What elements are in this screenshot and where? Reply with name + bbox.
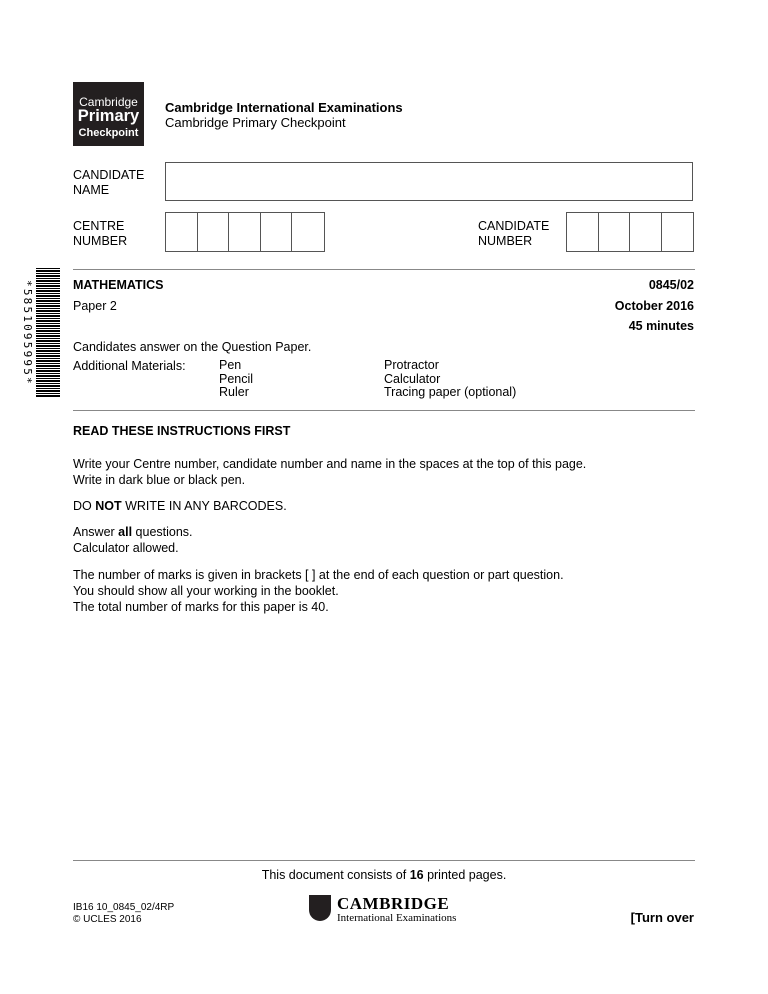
centre-number-label — [73, 219, 127, 249]
candidate-number-digit-box[interactable] — [567, 213, 599, 251]
candidate-number-digit-box[interactable] — [662, 213, 693, 251]
material-item: Protractor — [384, 358, 439, 372]
instruction-line: The total number of marks for this paper is 40. — [73, 600, 329, 614]
centre-number-label-line1: CENTRE — [73, 219, 125, 233]
materials-list-1 — [219, 359, 253, 400]
material-item: Pen — [219, 358, 242, 372]
cambridge-crest-icon — [309, 895, 331, 921]
instruction-line: You should show all your working in the booklet. — [73, 584, 339, 598]
centre-number-label-line2: NUMBER — [73, 234, 128, 248]
exam-board-subtitle: Cambridge Primary Checkpoint — [165, 115, 346, 130]
logo-line1: Cambridge — [79, 95, 138, 109]
instruction-line: The number of marks is given in brackets [ ] at the end of each question or part question. — [73, 568, 564, 582]
logo-line2: Primary — [77, 107, 140, 125]
subject-title: MATHEMATICS — [73, 278, 164, 292]
centre-number-digit-box[interactable] — [292, 213, 324, 251]
instruction-line: Write your Centre number, candidate number and name in the spaces at the top of this page. — [73, 457, 587, 471]
candidate-number-label-line1: CANDIDATE — [478, 219, 550, 233]
candidate-number-label-line2: NUMBER — [478, 234, 533, 248]
instructions-block-3 — [73, 524, 193, 556]
paper-number: Paper 2 — [73, 299, 117, 313]
copyright: © UCLES 2016 — [73, 914, 142, 925]
paper-code: 0845/02 — [648, 278, 694, 292]
document-reference — [73, 902, 174, 926]
cambridge-primary-checkpoint-logo — [73, 82, 144, 146]
centre-number-digit-box[interactable] — [166, 213, 198, 251]
instructions-block-1 — [73, 456, 693, 488]
candidate-name-label-line1: CANDIDATE — [73, 168, 145, 182]
materials-label: Additional Materials: — [73, 359, 186, 373]
candidate-number-boxes[interactable] — [566, 212, 694, 252]
exam-board-title: Cambridge International Examinations — [165, 100, 403, 115]
material-item: Ruler — [219, 385, 249, 399]
barcode-number: *5851095995* — [21, 280, 34, 386]
candidate-name-label-line2: NAME — [73, 183, 110, 197]
material-item: Tracing paper (optional) — [384, 385, 517, 399]
instructions-block-4 — [73, 567, 693, 615]
material-item: Pencil — [219, 371, 254, 386]
divider — [73, 410, 695, 411]
logo-line3: Checkpoint — [78, 127, 139, 139]
centre-number-digit-box[interactable] — [198, 213, 230, 251]
exam-duration: 45 minutes — [628, 319, 694, 333]
candidate-number-digit-box[interactable] — [630, 213, 662, 251]
cambridge-wordmark-subtitle: International Examinations — [337, 912, 457, 924]
turn-over-label: [Turn over — [630, 910, 694, 925]
centre-number-digit-box[interactable] — [261, 213, 293, 251]
reference-code: IB16 10_0845_02/4RP — [73, 902, 175, 913]
instruction-line: Calculator allowed. — [73, 541, 179, 555]
instruction-line: Answer all questions. — [73, 525, 193, 539]
instruction-line: DO NOT WRITE IN ANY BARCODES. — [73, 499, 287, 513]
instructions-block-2 — [73, 498, 287, 514]
cambridge-wordmark: CAMBRIDGE — [337, 894, 450, 913]
materials-list-2 — [384, 359, 516, 400]
footer-divider — [73, 860, 695, 861]
material-item: Calculator — [384, 371, 441, 386]
barcode — [36, 268, 60, 398]
instruction-line: Write in dark blue or black pen. — [73, 473, 246, 487]
answer-note: Candidates answer on the Question Paper. — [73, 340, 312, 354]
candidate-name-field[interactable] — [165, 162, 693, 201]
divider — [73, 269, 695, 270]
candidate-name-label — [73, 168, 144, 198]
candidate-number-digit-box[interactable] — [599, 213, 631, 251]
centre-number-digit-box[interactable] — [229, 213, 261, 251]
candidate-number-label — [478, 219, 549, 249]
page-count-note: This document consists of 16 printed pages. — [261, 868, 507, 882]
centre-number-boxes[interactable] — [165, 212, 325, 252]
instructions-heading: READ THESE INSTRUCTIONS FIRST — [73, 424, 291, 438]
exam-date: October 2016 — [614, 299, 694, 313]
